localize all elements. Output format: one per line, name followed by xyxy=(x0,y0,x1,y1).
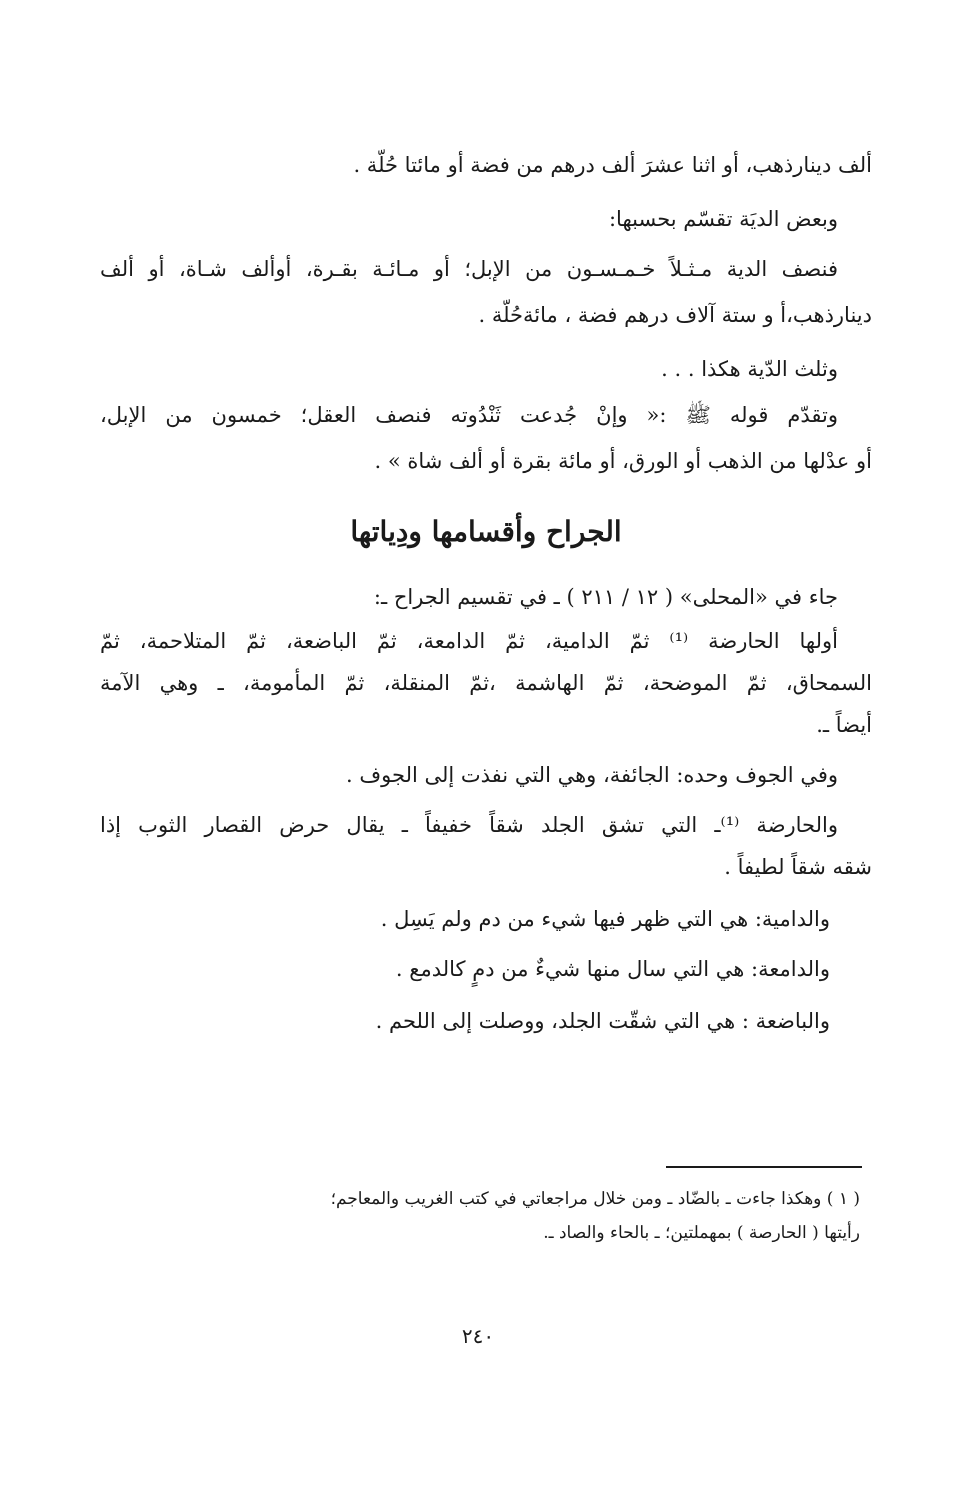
text-line: ألف دينارذهب، أو اثنا عشرَ ألف درهم من فضة أو مائتا حُلّة . xyxy=(353,153,872,177)
text-line: والحارضة ⁽¹⁾ـ التي تشق الجلد شقاً خفيفاً ـ يقال حرض القصار الثوب إذا xyxy=(100,813,838,837)
footnotes xyxy=(100,1182,860,1250)
footnote-divider xyxy=(666,1166,862,1168)
text-line: والدامعة: هي التي سال منها شيءٌ من دمٍ كالدمع . xyxy=(395,957,830,981)
text-line: أو عدْلها من الذهب أو الورق، أو مائة بقرة أو ألف شاة » . xyxy=(374,449,872,473)
text-line: شقه شقاً لطيفاً . xyxy=(724,855,872,879)
section-heading: الجراح وأقسامها ودِياتها xyxy=(350,515,622,548)
footnote-line: رأيتها ( الحارصة ) بمهملتين؛ ـ بالحاء والصاد ـ. xyxy=(543,1223,860,1243)
text-line: أيضاً ـ. xyxy=(816,713,872,737)
text-line: وبعض الديَة تقسّم بحسبها: xyxy=(608,207,838,231)
text-line: دينارذهب،أ و ستة آلاف درهم فضة ، مائةحُلّة . xyxy=(478,303,872,327)
text-line: جاء في «المحلى» ( ١٢ / ٢١١ ) ـ في تقسيم الجراح ـ: xyxy=(373,585,838,609)
text-line: والدامية: هي التي ظهر فيها شيء من دم ولم يَسِل . xyxy=(380,907,830,931)
page-body xyxy=(100,150,872,1036)
text-line: وتقدّم قوله ﷺ :« وإنْ جُدعت ثَنْدُوته فنصف العقل؛ خمسون من الإبل، xyxy=(100,403,838,427)
page-number: ٢٤٠ xyxy=(461,1324,495,1348)
text-line: فنصف الدية مـثـلاً خـمـسـون من الإبل؛ أو مـائـة بقـرة، أوألف شـاة، أو ألف xyxy=(100,257,838,281)
text-line: والباضعة : هي التي شقّت الجلد، ووصلت إلى اللحم . xyxy=(375,1009,830,1033)
text-line: وثلث الدّية هكذا . . . xyxy=(661,357,838,381)
text-line: السمحاق، ثمّ الموضحة، ثمّ الهاشمة ،ثمّ المنقلة، ثمّ المأمومة، ـ وهي الآمة xyxy=(100,671,872,695)
text-line: وفي الجوف وحده: الجائفة، وهي التي نفذت إلى الجوف . xyxy=(346,763,838,787)
footnote-line: ( ١ ) وهكذا جاءت ـ بالضّاد ـ ومن خلال مراجعاتي في كتب الغريب والمعاجم؛ xyxy=(330,1189,860,1209)
text-line: أولها الحارضة ⁽¹⁾ ثمّ الدامية، ثمّ الدامعة، ثمّ الباضعة، ثمّ المتلاحمة، ثمّ xyxy=(100,629,838,653)
